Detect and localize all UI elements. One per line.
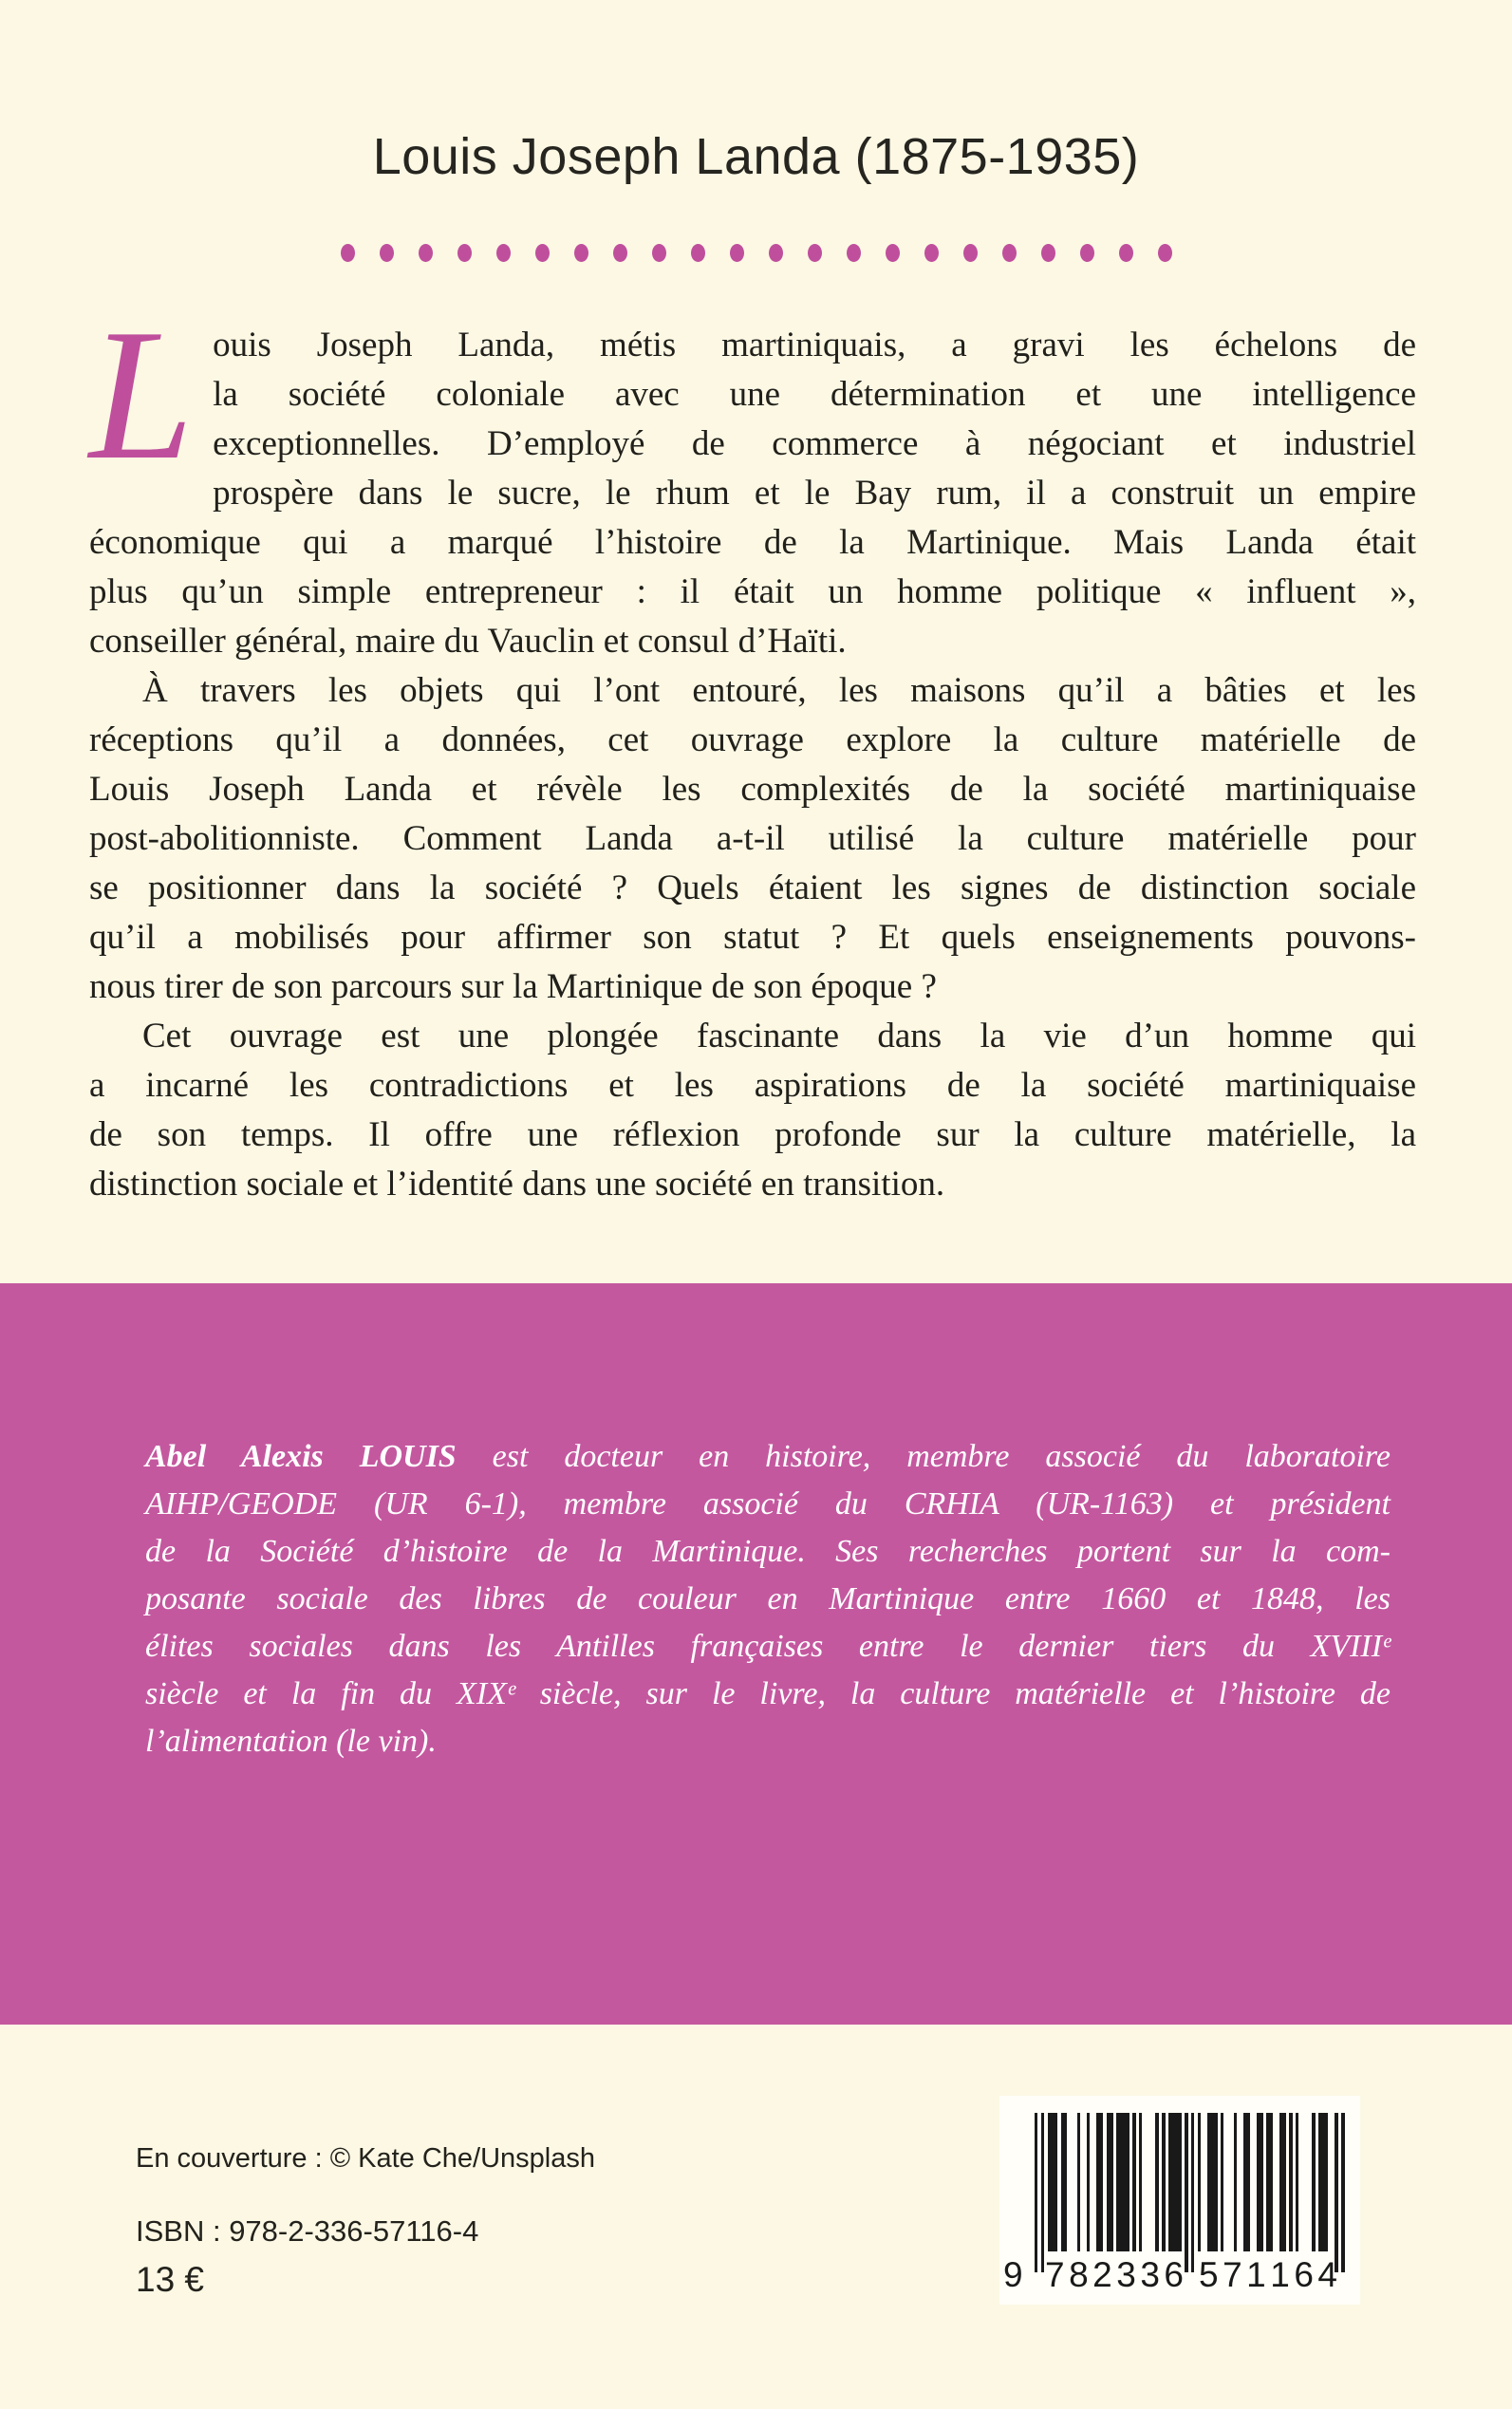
barcode-digit: 3 bbox=[1116, 2255, 1136, 2294]
paragraph bbox=[89, 290, 1416, 666]
dot bbox=[730, 244, 744, 262]
dot bbox=[847, 244, 861, 262]
paragraph bbox=[89, 666, 1416, 1012]
text-line: conseiller général, maire du Vauclin et consul d’Haïti. bbox=[89, 622, 847, 661]
barcode-digit: 4 bbox=[1317, 2255, 1337, 2294]
text-line: élites sociales dans les Antilles françaises entre le dernier tiers du XVIIIᵉ bbox=[145, 1629, 1391, 1664]
text-line: prospère dans le sucre, le rhum et le Bay rum, il a construit un empire bbox=[213, 474, 1416, 513]
dot bbox=[341, 244, 355, 262]
barcode-digit-group-left bbox=[1045, 2255, 1184, 2293]
dot bbox=[1041, 244, 1055, 262]
author-name: Abel Alexis LOUIS bbox=[145, 1439, 457, 1474]
dot bbox=[419, 244, 433, 262]
barcode-digit-group-right bbox=[1199, 2255, 1337, 2293]
barcode-digit: 2 bbox=[1092, 2255, 1112, 2294]
text-line: nous tirer de son parcours sur la Martinique de son époque ? bbox=[89, 967, 937, 1006]
dot bbox=[574, 244, 588, 262]
text-line: économique qui a marqué l’histoire de la Martinique. Mais Landa était bbox=[89, 523, 1416, 562]
barcode-digit: 1 bbox=[1246, 2255, 1266, 2294]
dot bbox=[886, 244, 900, 262]
text-line: ouis Joseph Landa, métis martiniquais, a gravi les échelons de bbox=[213, 326, 1416, 364]
barcode-digit: 8 bbox=[1069, 2255, 1089, 2294]
author-bio bbox=[145, 1433, 1391, 1765]
text-line: AIHP/GEODE (UR 6-1), membre associé du CRHIA (UR-1163) et président bbox=[145, 1486, 1391, 1522]
text-line: qu’il a mobilisés pour affirmer son statut ? Et quels enseignements pouvons- bbox=[89, 918, 1416, 957]
barcode-digit: 3 bbox=[1140, 2255, 1160, 2294]
text-line: À travers les objets qui l’ont entouré, les maisons qu’il a bâties et les bbox=[142, 671, 1416, 710]
decorative-dots-row bbox=[0, 244, 1512, 262]
dot bbox=[496, 244, 511, 262]
dot bbox=[1080, 244, 1094, 262]
dot bbox=[652, 244, 666, 262]
dot bbox=[769, 244, 783, 262]
isbn-text: ISBN : 978-2-336-57116-4 bbox=[136, 2214, 479, 2248]
dot bbox=[535, 244, 550, 262]
text-line: plus qu’un simple entrepreneur : il était un homme politique « influent », bbox=[89, 572, 1416, 611]
text-line: Cet ouvrage est une plongée fascinante dans la vie d’un homme qui bbox=[142, 1017, 1416, 1055]
barcode-digit: 7 bbox=[1045, 2255, 1065, 2294]
text-line: se positionner dans la société ? Quels étaient les signes de distinction sociale bbox=[89, 868, 1416, 907]
dot bbox=[613, 244, 627, 262]
text-line: Abel Alexis LOUIS est docteur en histoire, membre associé du laboratoire bbox=[145, 1439, 1391, 1474]
synopsis bbox=[89, 290, 1416, 1209]
text-line: posante sociale des libres de couleur en Martinique entre 1660 et 1848, les bbox=[145, 1581, 1391, 1616]
text-line: distinction sociale et l’identité dans une société en transition. bbox=[89, 1165, 945, 1204]
text-line: de son temps. Il offre une réflexion profonde sur la culture matérielle, la bbox=[89, 1115, 1416, 1154]
text-line: Louis Joseph Landa et révèle les complexités de la société martiniquaise bbox=[89, 770, 1416, 809]
text-line: réceptions qu’il a données, cet ouvrage explore la culture matérielle de bbox=[89, 720, 1416, 759]
barcode-digit: 5 bbox=[1199, 2255, 1219, 2294]
text-line: exceptionnelles. D’employé de commerce à négociant et industriel bbox=[213, 424, 1416, 463]
text-line: post-abolitionniste. Comment Landa a-t-il utilisé la culture matérielle pour bbox=[89, 819, 1416, 858]
dot bbox=[808, 244, 822, 262]
barcode-digit: 1 bbox=[1270, 2255, 1290, 2294]
barcode-digit: 7 bbox=[1223, 2255, 1242, 2294]
text-line: siècle et la fin du XIXᵉ siècle, sur le livre, la culture matérielle et l’histoire de bbox=[145, 1676, 1391, 1711]
text-line: de la Société d’histoire de la Martinique. Ses recherches portent sur la com- bbox=[145, 1534, 1391, 1569]
dot bbox=[1002, 244, 1017, 262]
page-title: Louis Joseph Landa (1875-1935) bbox=[372, 128, 1140, 185]
synopsis-paragraphs bbox=[89, 290, 1416, 1209]
dot bbox=[380, 244, 394, 262]
barcode bbox=[999, 2096, 1360, 2305]
drop-cap-letter: L bbox=[89, 290, 195, 498]
barcode-digit: 6 bbox=[1294, 2255, 1314, 2294]
barcode-bars bbox=[1035, 2113, 1345, 2272]
dot bbox=[963, 244, 978, 262]
dot bbox=[691, 244, 705, 262]
text-line: l’alimentation (le vin). bbox=[145, 1724, 437, 1759]
dot bbox=[1119, 244, 1133, 262]
barcode-left-digit: 9 bbox=[1003, 2255, 1023, 2294]
price-text: 13 € bbox=[136, 2260, 205, 2299]
cover-credit: En couverture : © Kate Che/Unsplash bbox=[136, 2143, 596, 2174]
text-line: a incarné les contradictions et les aspirations de la société martiniquaise bbox=[89, 1066, 1416, 1105]
dot bbox=[924, 244, 939, 262]
text-line: la société coloniale avec une détermination et une intelligence bbox=[213, 375, 1416, 414]
barcode-digit: 6 bbox=[1164, 2255, 1184, 2294]
paragraph bbox=[89, 1012, 1416, 1209]
dot bbox=[1158, 244, 1172, 262]
barcode-bar bbox=[1341, 2113, 1344, 2272]
dot bbox=[457, 244, 472, 262]
